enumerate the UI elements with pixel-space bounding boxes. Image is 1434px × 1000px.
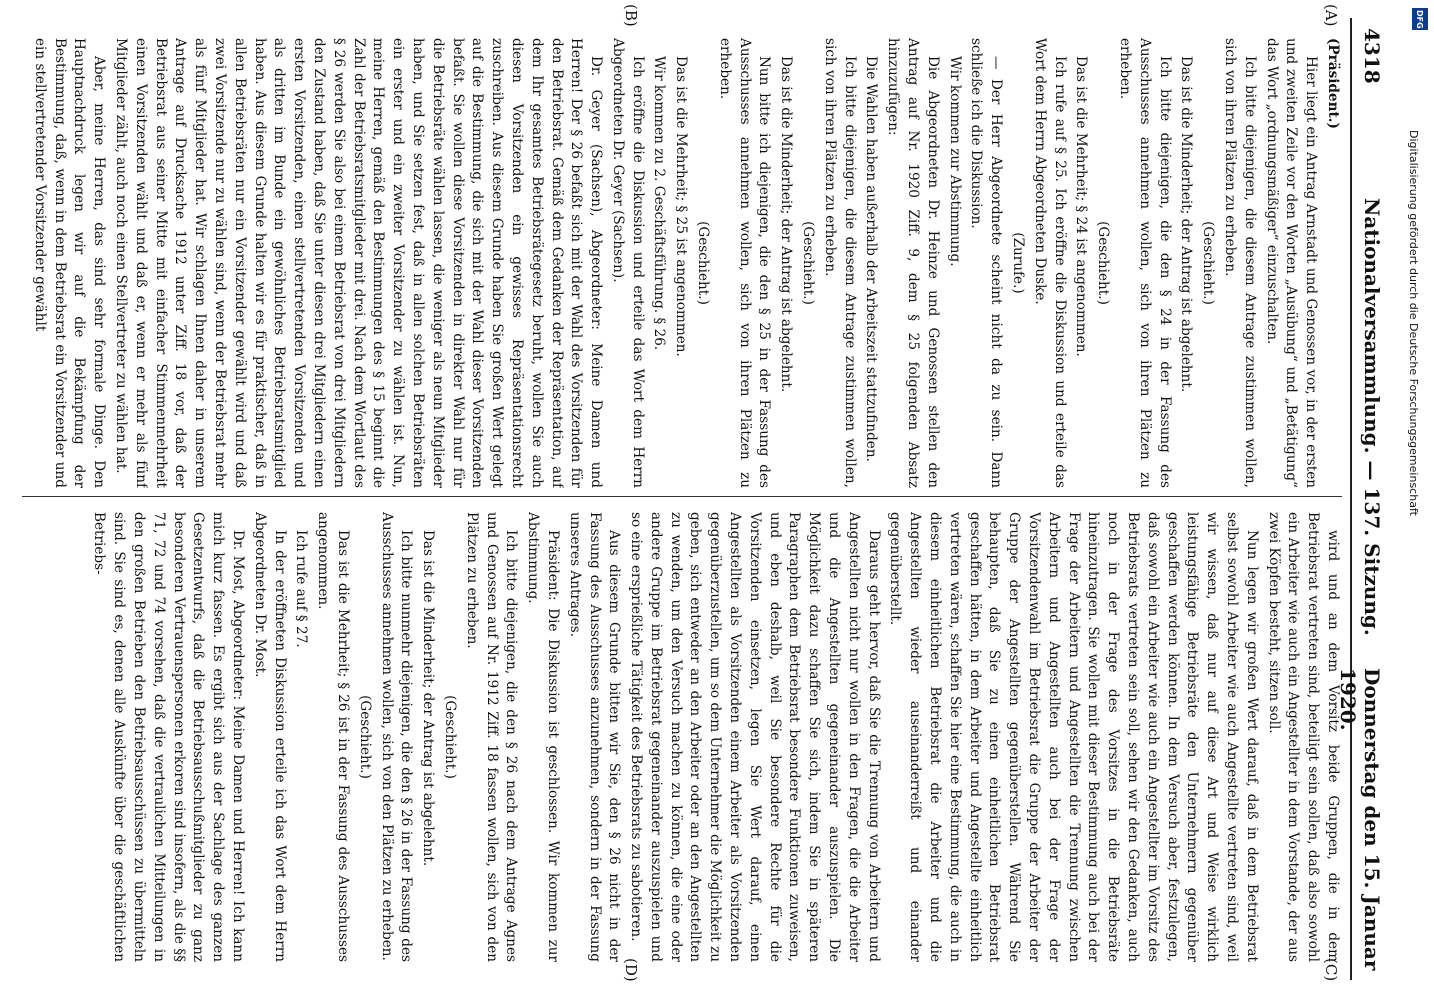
paragraph: Dr. Most, Abgeordneter: Meine Damen und Herren! Ich kann mich kurz fassen. Es ergibt sich aus der Sachlage des ganzen Gesetzentwurfs, daß die Betriebsausschußmitglieder zu ganz besonderen Vertrauenspersonen erkoren sind insofern, als die §§ 71, 72 und 74 vorsehen, daß die vertraulichen Mitteilungen in den großen Betrieben den Betriebsausschüssen zu übermitteln sind. Sie sind es, denen alle Auskünfte über die geschäftlichen Betriebs- — [91, 512, 246, 962]
stage-direction: (Geschieht.) — [800, 221, 817, 305]
margin-letter-d: (D) — [622, 958, 640, 982]
paragraph: Das ist die Mehrheit; § 24 ist angenommen. — [1073, 56, 1090, 357]
paragraph: Dr. Geyer (Sachsen), Abgeordneter: Meine Damen und Herren! Der § 26 befaßt sich mit der Wahl des Vorsitzenden für den Betriebsrat. Gemäß dem Gedanken der Repräsentation, auf dem Ihr gesamtes Betriebsrätegesetz beruht, wollen Sie auch diesen Vorsitzenden ein gewisses Repräsentationsrecht zuschreiben. Aus diesem Grunde haben Sie großen Wert gelegt auf die Bestimmung, die sich mit der Wahl dieser Vorsitzenden befaßt. Sie wollen diese Vorsitzenden in direkter Wahl nur für die Betriebsräte wählen lassen, die weniger als neun Mitglieder haben, und Sie setzen fest, daß in allen solchen Betriebsräten ein erster und ein zweiter Vorsitzender zu wählen ist. Nun, meine Herren, gemäß den Bestimmungen des § 15 beginnt die Zahl der Betriebsratsmitglieder mit drei. Nach dem Wortlaut des § 26 werden Sie also bei einem Betriebsrat von drei Mitgliedern den Zustand haben, daß Sie unter diesen drei Mitgliedern einen ersten Vorsitzenden, einen stellvertretenden Vorsitzenden und als dritten im Bunde ein gewöhnliches Betriebsratsmitglied haben. Aus diesem Grunde halten wir es für praktischer, daß in allen Betriebsräten nur ein Vorsitzender gewählt wird und daß zwei Vorsitzende nur zu wählen sind, wenn der Betriebsrat mehr als fünf Mitglieder hat. Wir schlagen Ihnen daher in unserem Antrage auf Drucksache 1912 unter Ziff. 18 vor, daß der Betriebsrat aus seiner Mitte mit einfacher Stimmenmehrheit einen Vorsitzenden wählt und daß er, wenn er mehr als fünf Mitglieder zählt, auch noch einen Stellvertreter zu wählen hat. — [112, 38, 605, 488]
stage-direction: (Geschieht.) — [356, 695, 373, 779]
left-text-column — [22, 38, 1342, 488]
paragraph: Ich bitte diejenigen, die diesem Antrage zustimmen wollen, sich von ihren Plätzen zu erheben. — [1222, 38, 1258, 488]
paragraph: Das ist die Minderheit; der Antrag ist abgelehnt. — [420, 530, 437, 867]
session-date: Donnerstag den 15. Januar 1920. — [1336, 668, 1384, 971]
paragraph: Nun legen wir großen Wert darauf, daß in dem Betriebsrat selbst sowohl Arbeiter wie auch Angestellte vertreten sind, weil wir wissen, daß nur auf diese Art und Weise wirklich leistungsfähige Betriebsräte den Unternehmern gegenüber geschaffen werden können. In dem Versuch aber, festzulegen, daß sowohl ein Arbeiter wie auch ein Angestellter im Vorsitz des Betriebsrats vertreten sein soll, sehen wir den Gedanken, auch noch in der Frage des Vorsitzes in die Betriebsräte hineinzutragen. Sie wollen mit dieser Bestimmung auch bei der Frage der Arbeitern und Angestellten die Trennung zwischen Arbeitern und Angestellten auch bei der Frage der Vorsitzendenwahl im Betriebsrat die Gruppe der Arbeiter der Gruppe der Angestellten gegenüberstellen. Während Sie behaupten, daß Sie zu einen einheitlichen Betriebsrat geschaffen hätten, in dem Arbeiter und Angestellte einheitlich vertreten wären, schaffen Sie hier eine Bestimmung, die auch in diesem einheitlichen Betriebsrat die Arbeiter und die Angestellten wieder auseinanderreißt und einander gegenüberstellt. — [887, 512, 1260, 962]
paragraph: Ich bitte diejenigen, die den § 24 in der Fassung des Ausschusses annehmen wollen, sich von ihren Plätzen zu erheben. — [1117, 38, 1173, 488]
column-divider — [22, 496, 1342, 497]
speaker-label: (Präsident.) — [1325, 38, 1341, 129]
margin-letter-b: (B) — [622, 4, 640, 27]
paragraph: Ich rufe auf § 27. — [293, 530, 310, 648]
paragraph: Wir kommen zur Abstimmung. — [946, 56, 963, 267]
stage-direction: (Geschieht.) — [695, 221, 712, 305]
stage-direction: (Geschieht.) — [1095, 221, 1112, 305]
dfg-logo: DFG — [1412, 8, 1428, 30]
paragraph: Aber, meine Herren, das sind sehr formale Dinge. Den Hauptnachdruck legen wir auf die Bekämpfung der Bestimmung, daß, wenn in dem Betriebsrat ein Vorsitzender und ein stellvertretender Vorsitzender gewählt — [31, 38, 108, 488]
paragraph: Ich bitte diejenigen, die den § 26 nach dem Antrage Agnes und Genossen auf Nr. 1912 Ziff. 18 fassen wollen, sich von den Plätzen zu erheben. — [463, 512, 520, 962]
paragraph: Das ist die Minderheit; der Antrag ist abgelehnt. — [778, 56, 795, 393]
paragraph: wird und an dem Vorsitz beide Gruppen, die in dem Betriebsrat vertreten sind, beteiligt sein sollen, daß also sowohl ein Arbeiter wie auch ein Angestellter in dem Vorstande, der aus zwei Köpfen besteht, sitzen soll. — [1265, 512, 1341, 962]
page-header — [1336, 18, 1392, 980]
paragraph: Das ist die Minderheit; der Antrag ist abgelehnt. — [1178, 56, 1195, 393]
paragraph: Ich rufe auf § 25. Ich eröffne die Diskussion und erteile das Wort dem Herrn Abgeordneten Duske. — [1031, 38, 1068, 488]
paragraph: Wir kommen zu 2. Geschäftsführung. § 26. — [651, 56, 668, 351]
paragraph: — Der Herr Abgeordnete scheint nicht da zu sein. Dann schließe ich die Diskussion. — [968, 38, 1005, 488]
paragraph: In der eröffneten Diskussion erteile ich das Wort dem Herrn Abgeordneten Dr. Most. — [251, 512, 288, 962]
stage-direction: (Zurufe.) — [1010, 232, 1027, 294]
paragraph: Ich eröffne die Diskussion und erteile das Wort dem Herrn Abgeordneten Dr. Geyer (Sachsen). — [609, 38, 646, 488]
paragraph: Die Wahlen haben außerhalb der Arbeitszeit stattzufinden. — [863, 56, 880, 462]
paragraph: Die Abgeordneten Dr. Heinze und Genossen stellen den Antrag auf Nr. 1920 Ziff. 9, dem § 25 folgenden Absatz hinzuzufügen: — [885, 38, 941, 488]
paragraph: Nun bitte ich diejenigen, die den § 25 in der Fassung des Ausschusses annehmen wollen, sich von ihren Plätzen zu erheben. — [716, 38, 773, 488]
paragraph: Hier liegt ein Antrag Arnstadt und Genossen vor, in der ersten und zweiten Zeile vor den Worten „Ausübung“ und „Betätigung“ das Wort „ordnungsmäßiger“ einzuschalten. — [1263, 38, 1320, 488]
right-text-column — [22, 512, 1342, 962]
digitization-credit: Digitalisierung gefördert durch die Deutsche Forschungsgemeinschaft — [1407, 130, 1420, 516]
margin-letter-a: (A) — [1322, 4, 1340, 27]
paragraph: Ich bitte diejenigen, die diesem Antrage zustimmen wollen, sich von ihren Plätzen zu erheben. — [821, 38, 858, 488]
stage-direction: (Geschieht.) — [1200, 221, 1217, 305]
paragraph: Das ist die Mehrheit; § 26 ist in der Fassung des Ausschusses angenommen. — [315, 512, 351, 962]
paragraph: Ich bitte nunmehr diejenigen, die den § 26 in der Fassung des Ausschusses annehmen wollen, sich von den Plätzen zu erheben. — [378, 512, 415, 962]
paragraph: Aus diesem Grunde bitten wir Sie, den § 26 nicht in der Fassung des Ausschusses anzunehmen, sondern in der Fassung unseres Antrages. — [566, 512, 623, 962]
paragraph: Präsident: Die Diskussion ist geschlossen. Wir kommen zur Abstimmung. — [525, 512, 561, 962]
page-number: 4318 — [1360, 28, 1384, 84]
session-title: Nationalversammlung. — 137. Sitzung. — [1360, 198, 1384, 636]
paragraph: Das ist die Mehrheit; § 25 ist angenommen. — [673, 56, 690, 357]
stage-direction: (Geschieht.) — [441, 695, 458, 779]
margin-letter-c: (C) — [1322, 958, 1340, 982]
paragraph: Daraus geht hervor, daß Sie die Trennung von Arbeitern und Angestellten nicht nur wollen in den Fragen, die die Arbeiter und die Angestellten gegeneinander auszuspielen. Die Möglichkeit dazu schaffen Sie sich, indem Sie in späteren Paragraphen dem Betriebsrat besondere Funktionen zuweisen, und eben deshalb, weil Sie besondere Rechte für die Vorsitzenden einsetzen, legen Sie Wert darauf, einen Angestellten als Vorsitzenden einem Arbeiter als Vorsitzenden gegenüberzustellen, um so dem Unternehmer die Möglichkeit zu geben, sich entweder an den Arbeiter oder an den Angestellten zu wenden, um den Versuch machen zu können, die eine oder andere Gruppe im Betriebsrat gegeneinander auszuspielen und so eine ersprießliche Tätigkeit des Betriebsrats zu sabotieren. — [628, 512, 882, 962]
